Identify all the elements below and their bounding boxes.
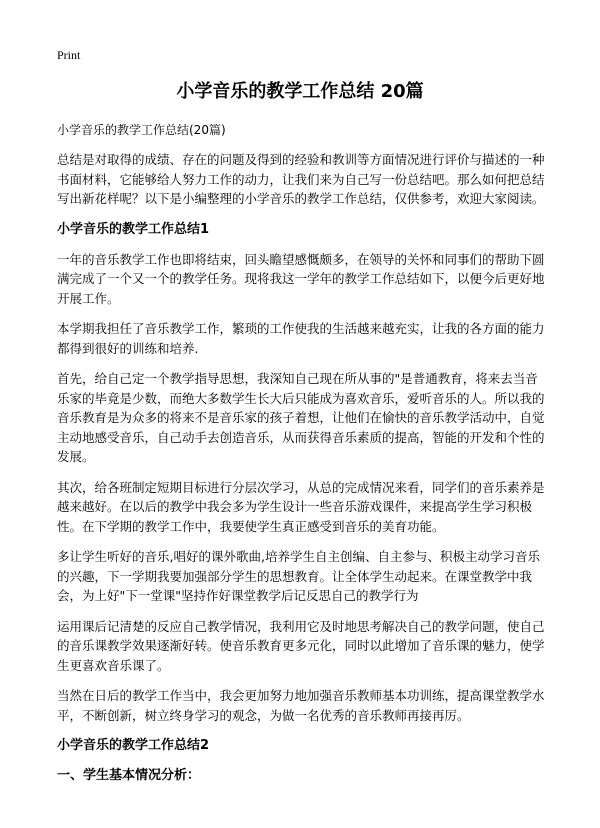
section-heading-2: 小学音乐的教学工作总结2 [57,738,210,753]
article-body [57,121,547,796]
paragraph: 首先，给自己定一个教学指导思想，我深知自己现在所从事的"是普通教育，将来去当音乐家的毕竟是少数，而绝大多数学生长大后只能成为喜欢音乐，爱听音乐的人。所以我的音乐教育是为众多的将来不是音乐家的孩子着想，让他们在愉快的音乐教学活动中，自觉主动地感受音乐，自己动手去创造音乐，从而获得音乐素质的提高，智能的开发和个性的发展。 [57,371,545,464]
paragraph: 本学期我担任了音乐教学工作，繁琐的工作使我的生活越来越充实，让我的各方面的能力都得到很好的训练和培养. [57,321,545,356]
paragraph: 运用课后记清楚的反应自己教学情况，我利用它及时地思考解决自己的教学问题，使自己的音乐课教学效果逐渐好转。使音乐教育更多元化，同时以此增加了音乐课的魅力，使学生更喜欢音乐课了。 [57,618,545,673]
paragraph: 一年的音乐教学工作也即将结束，回头瞻望感慨颇多，在领导的关怀和同事们的帮助下圆满完成了一个又一个的教学任务。现将我这一学年的教学工作总结如下，以便今后更好地开展工作。 [57,251,545,306]
page-title: 小学音乐的教学工作总结 20篇 [176,81,424,102]
article-subtitle: 小学音乐的教学工作总结(20篇) [57,123,226,137]
print-link[interactable]: Print [57,48,81,62]
paragraph: 其次，给各班制定短期目标进行分层次学习，从总的完成情况来看，同学们的音乐素养是越来越好。在以后的教学中我会多为学生设计一些音乐游戏课件，来提高学生学习积极性。在下学期的教学工作中，我要使学生真正感受到音乐的美育功能。 [57,479,545,534]
subsection-heading: 一、学生基本情况分析： [57,768,201,783]
paragraph: 多让学生听好的音乐,唱好的课外歌曲,培养学生自主创编、自主参与、积极主动学习音乐的兴趣，下一学期我要加强部分学生的思想教育。让全体学生动起来。在课堂教学中我会，为上好"下一堂课"坚持作好课堂教学后记反思自己的教学行为 [57,549,540,603]
intro-paragraph: 总结是对取得的成绩、存在的问题及得到的经验和教训等方面情况进行评价与描述的一种书面材料，它能够给人努力工作的动力，让我们来为自己写一份总结吧。那么如何把总结写出新花样呢？以下是小编整理的小学音乐的教学工作总结，仅供参考，欢迎大家阅读。 [57,152,545,206]
section-heading-1: 小学音乐的教学工作总结1 [57,221,210,237]
paragraph: 当然在日后的教学工作当中，我会更加努力地加强音乐教师基本功训练，提高课堂教学水平，不断创新，树立终身学习的观念，为做一名优秀的音乐教师再接再厉。 [57,688,545,723]
